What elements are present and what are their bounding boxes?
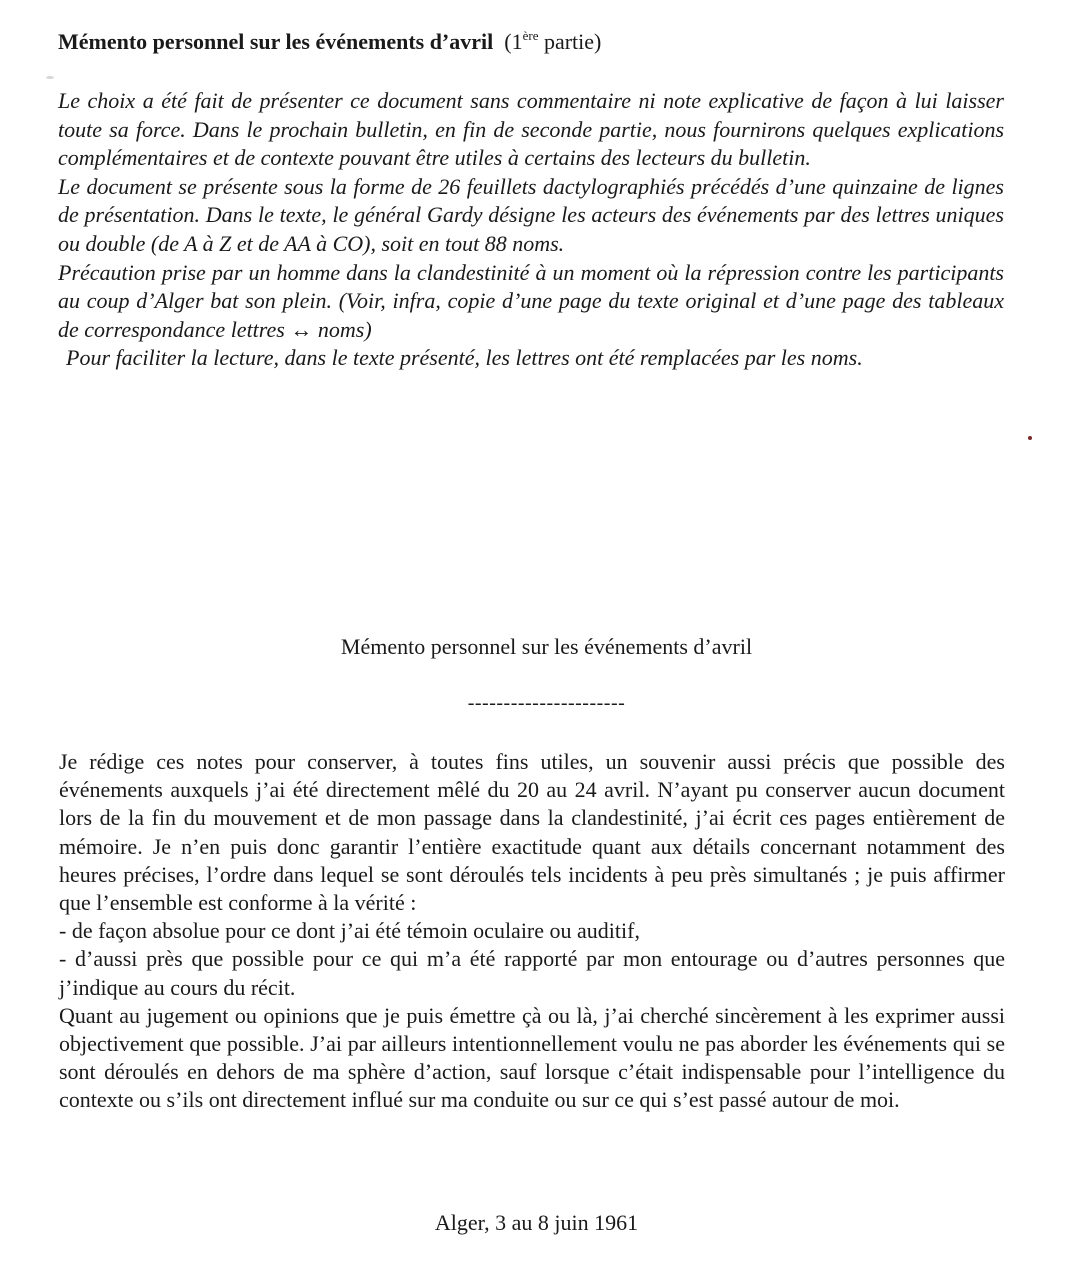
memo-list-item: - d’aussi près que possible pour ce qui m’a été rapporté par mon entourage ou d’autres personnes que j’indique au cours du récit. [59, 946, 1005, 1000]
memo-paragraph: Quant au jugement ou opinions que je puis émettre çà ou là, j’ai cherché sincèrement à les exprimer aussi objectivement que possible. J’ai par ailleurs intentionnellement voulu ne pas aborder les événements qui se sont déroulés en dehors de ma sphère d’action, sauf lorsque c’était indispensable pour l’intelligence du contexte ou s’ils ont directement influé sur ma conduite ou sur ce qui s’est passé autour de moi. [59, 1002, 1005, 1113]
heading-part-superscript: ère [522, 28, 539, 43]
memo-list-item: - de façon absolue pour ce dont j’ai été témoin oculaire ou auditif, [59, 918, 640, 944]
memo-title: Mémento personnel sur les événements d’avril [340, 634, 753, 659]
memo-body [59, 748, 1005, 1115]
page-heading [58, 28, 601, 56]
place-date-signature: Alger, 3 au 8 juin 1961 [434, 1210, 639, 1235]
heading-part-suffix: partie) [538, 29, 602, 54]
scan-speck [46, 76, 54, 79]
heading-part-prefix: (1 [504, 29, 523, 54]
section-divider: ---------------------- [467, 692, 626, 714]
intro-paragraph: Précaution prise par un homme dans la clandestinité à un moment où la répression contre les participants au coup d’Alger bat son plein. (Voir, infra, copie d’une page du texte original et d’une page des tableaux de correspondance lettres ↔ noms) [58, 259, 1004, 342]
scan-speck [1028, 436, 1032, 440]
intro-paragraph: Le document se présente sous la forme de 26 feuillets dactylographiés précédés d’une quinzaine de lignes de présentation. Dans le texte, le général Gardy désigne les acteurs des événements par des lettres uniques ou double (de A à Z et de AA à CO), soit en tout 88 noms. [58, 173, 1004, 256]
intro-paragraph: Pour faciliter la lecture, dans le texte présenté, les lettres ont été remplacées par les noms. [66, 345, 863, 371]
intro-block [58, 87, 1004, 373]
heading-title: Mémento personnel sur les événements d’avril [58, 29, 494, 54]
intro-paragraph: Le choix a été fait de présenter ce document sans commentaire ni note explicative de façon à lui laisser toute sa force. Dans le prochain bulletin, en fin de seconde partie, nous fournirons quelques explications complémentaires et de contexte pouvant être utiles à certains des lecteurs du bulletin. [58, 88, 1004, 171]
memo-paragraph: Je rédige ces notes pour conserver, à toutes fins utiles, un souvenir aussi précis que possible des événements auxquels j’ai été directement mêlé du 20 au 24 avril. N’ayant pu conserver aucun document lors de la fin du mouvement et de mon passage dans la clandestinité, j’ai écrit ces pages entièrement de mémoire. Je n’en puis donc garantir l’entière exactitude quant aux détails concernant notamment des heures précises, l’ordre dans lequel se sont déroulés tels incidents à peu près simultanés ; je puis affirmer que l’ensemble est conforme à la vérité : [59, 749, 1005, 916]
